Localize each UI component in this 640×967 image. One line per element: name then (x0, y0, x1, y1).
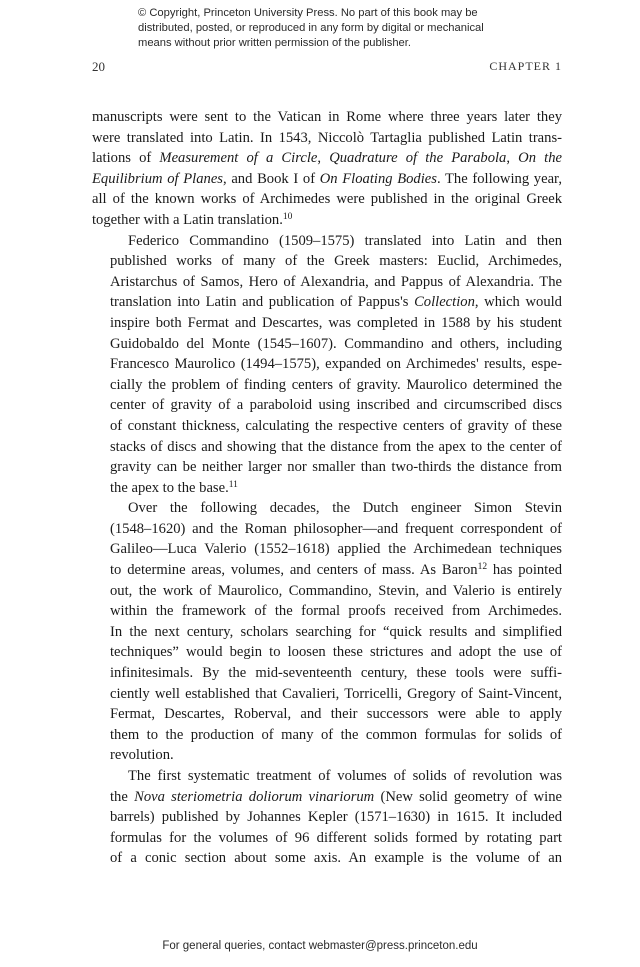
text-run: Guidobaldo del Monte (1545–1607). Commandino and others, including (110, 335, 562, 352)
text-line (92, 375, 562, 396)
text-run: ciently well established that Cavalieri, Torricelli, Gregory of Saint-Vincent, (110, 685, 562, 702)
text-run: the apex to the base. (110, 479, 229, 496)
text-line (92, 498, 562, 519)
text-run: within the framework of the formal proofs received from Archimedes. (110, 603, 562, 620)
text-line (92, 581, 562, 602)
text-line (92, 251, 562, 272)
text-run: Galileo—Luca Valerio (1552–1618) applied the Archimedean techniques (110, 541, 562, 558)
text-run: gravity can be neither larger nor smaller than two-thirds the distance from (110, 459, 562, 476)
italic-title: Equilibrium of Planes (92, 170, 223, 187)
text-line (92, 354, 562, 375)
paragraph (92, 107, 562, 231)
text-run: together with a Latin translation. (92, 211, 283, 228)
chapter-title: CHAPTER 1 (489, 59, 562, 73)
text-run: Aristarchus of Samos, Hero of Alexandria, and Pappus of Alexandria. The (110, 273, 562, 290)
text-run: , (317, 150, 330, 167)
text-run: lations of (92, 150, 160, 167)
copyright-notice (138, 6, 578, 51)
text-run: barrels) published by Johannes Kepler (1571–1630) in 1615. It included (110, 809, 562, 826)
text-run: cially the problem of finding centers of gravity. Maurolico determined the (110, 376, 562, 393)
text-line (92, 169, 562, 190)
text-run: (1548–1620) and the Roman philosopher—and frequent correspondent of (110, 520, 562, 537)
text-run: stacks of discs and showing that the distance from the apex to the center of (110, 438, 562, 455)
copyright-line: © Copyright, Princeton University Press. No part of this book may be (138, 7, 478, 19)
paragraph (92, 498, 562, 766)
italic-title: Collection (414, 294, 475, 311)
text-line (92, 292, 562, 313)
paragraph (92, 766, 562, 869)
text-run: inspire both Fermat and Descartes, was completed in 1588 by his student (110, 314, 562, 331)
text-line (92, 642, 562, 663)
text-run: out, the work of Maurolico, Commandino, Stevin, and Valerio is entirely (110, 582, 562, 599)
text-run: , (506, 150, 519, 167)
text-line (92, 807, 562, 828)
text-line (92, 437, 562, 458)
page-number: 20 (92, 59, 105, 74)
text-line (92, 189, 562, 210)
text-line (92, 725, 562, 746)
text-line (92, 766, 562, 787)
text-run: of a conic section about some axis. An example is the volume of an (110, 850, 562, 867)
text-run: techniques” would begin to loosen these strictures and adopt the use of (110, 644, 562, 661)
footnote-ref: 11 (228, 479, 238, 490)
text-line (92, 478, 562, 499)
text-run: published works of many of the Greek masters: Euclid, Archimedes, (110, 253, 562, 270)
text-line (92, 128, 562, 149)
footnote-ref: 12 (477, 562, 488, 573)
text-run: Over the following decades, the Dutch engineer Simon Stevin (128, 500, 562, 517)
italic-title: Measurement of a Circle (159, 150, 318, 167)
text-run: all of the known works of Archimedes were published in the original Greek (92, 191, 562, 208)
text-line (92, 601, 562, 622)
text-line (92, 787, 562, 808)
text-line (92, 663, 562, 684)
text-line (92, 272, 562, 293)
text-run: them to the production of many of the common formulas for solids of (110, 726, 562, 743)
text-run: to determine areas, volumes, and centers of mass. As Baron (110, 562, 478, 579)
text-line (92, 745, 562, 766)
text-run: Fermat, Descartes, Roberval, and their successors were able to apply (110, 706, 562, 723)
text-run: , which would (474, 294, 562, 311)
text-line (92, 519, 562, 540)
italic-title: On Floating Bodies (319, 170, 437, 187)
text-run: Federico Commandino (1509–1575) translated into Latin and then (128, 232, 562, 249)
running-head (92, 59, 562, 77)
text-run: infinitesimals. By the mid-seventeenth century, these tools were suffi- (110, 665, 562, 682)
text-line (92, 560, 562, 581)
text-run: translation into Latin and publication of Pappus's (110, 294, 415, 311)
footer-contact: For general queries, contact webmaster@press.princeton.edu (162, 940, 478, 952)
text-run: . The following year, (436, 170, 562, 187)
text-line (92, 539, 562, 560)
text-run: Francesco Maurolico (1494–1575), expanded on Archimedes' results, espe- (110, 356, 562, 373)
text-line (92, 848, 562, 869)
text-run: were translated into Latin. In 1543, Niccolò Tartaglia published Latin trans- (92, 129, 562, 146)
text-run: revolution. (110, 747, 174, 764)
italic-title: Nova steriometria doliorum vinariorum (134, 788, 375, 805)
copyright-line: means without prior written permission of the publisher. (138, 37, 411, 49)
italic-title: On the (518, 150, 562, 167)
text-line (92, 622, 562, 643)
text-line (92, 684, 562, 705)
text-run: the (110, 788, 135, 805)
text-line (92, 828, 562, 849)
text-line (92, 231, 562, 252)
text-line (92, 704, 562, 725)
text-run: The first systematic treatment of volumes of solids of revolution was (128, 768, 562, 784)
italic-title: Quadrature of the Parabola (329, 150, 507, 167)
text-run: formulas for the volumes of 96 different solids formed by rotating part (110, 829, 562, 846)
text-line (92, 416, 562, 437)
text-line (92, 395, 562, 416)
text-run: of constant thickness, calculating the respective centers of gravity of these (110, 417, 562, 434)
body-text (92, 107, 562, 869)
text-line (92, 107, 562, 128)
paragraph (92, 231, 562, 499)
footnote-ref: 10 (282, 211, 293, 222)
text-line (92, 457, 562, 478)
text-run: In the next century, scholars searching for “quick results and simplified (110, 623, 562, 640)
text-run: center of gravity of a paraboloid using inscribed and circumscribed discs (110, 397, 562, 414)
text-run: manuscripts were sent to the Vatican in Rome where three years later they (92, 109, 562, 125)
text-run: (New solid geometry of wine (374, 788, 562, 805)
text-run: has pointed (487, 562, 562, 579)
text-line (92, 148, 562, 169)
text-line (92, 313, 562, 334)
text-run: , and Book I of (222, 170, 320, 187)
copyright-line: distributed, posted, or reproduced in any form by digital or mechanical (138, 22, 484, 34)
text-line (92, 210, 562, 231)
text-line (92, 334, 562, 355)
